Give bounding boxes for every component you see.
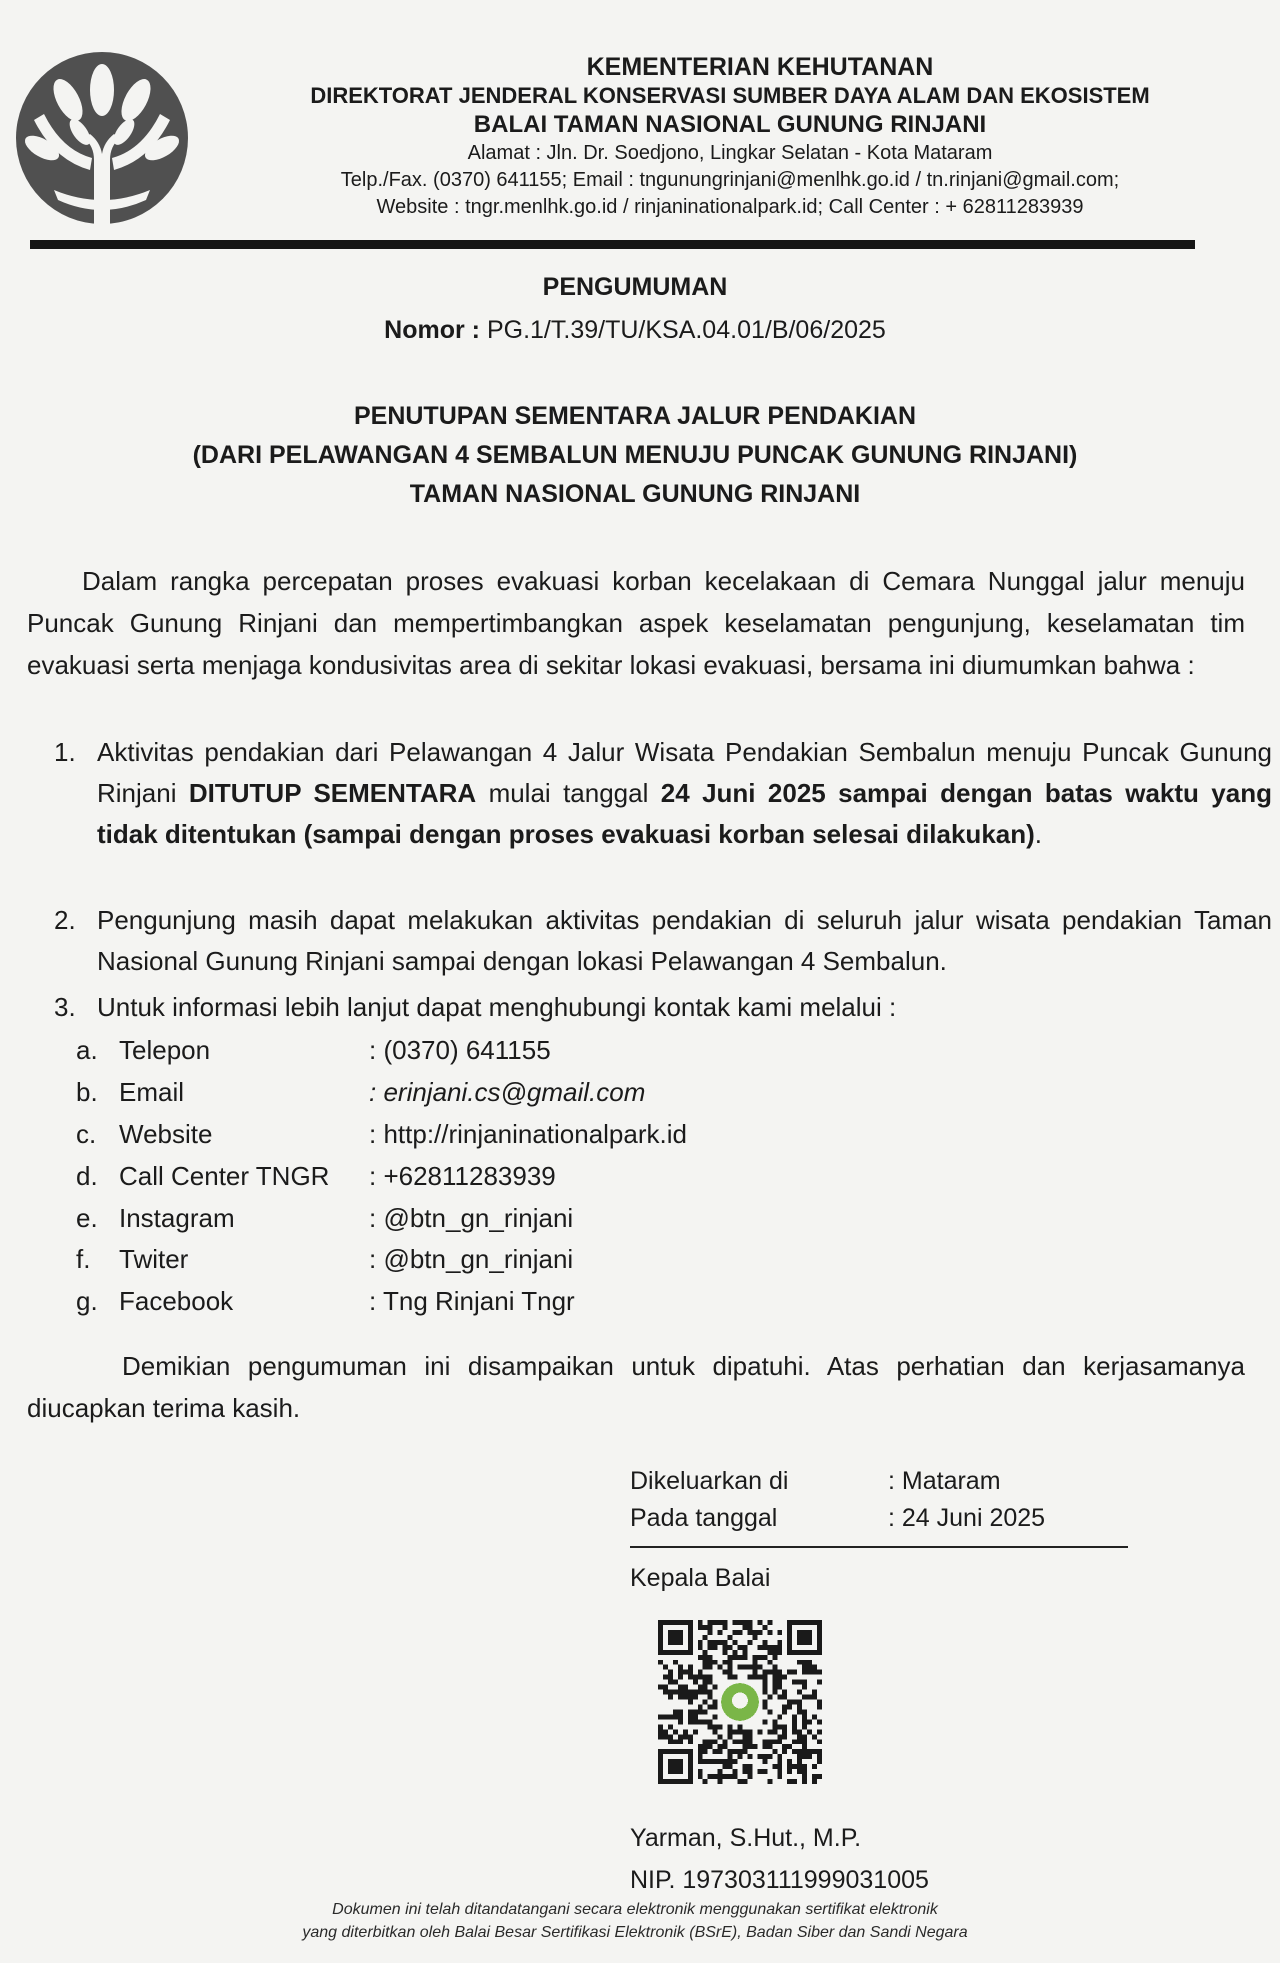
qr-code-signature-icon bbox=[658, 1620, 822, 1784]
contact-label: Website bbox=[119, 1118, 213, 1149]
letterhead bbox=[220, 52, 1240, 221]
signer-position: Kepala Balai bbox=[630, 1564, 771, 1592]
list-item-text bbox=[97, 732, 1272, 855]
office-name: BALAI TAMAN NASIONAL GUNUNG RINJANI bbox=[473, 111, 987, 138]
issued-date-value: : 24 Juni 2025 bbox=[888, 1504, 1046, 1532]
contact-key: b. bbox=[76, 1077, 98, 1108]
contact-value: : @btn_gn_rinjani bbox=[369, 1202, 574, 1233]
item1-text-part3: . bbox=[1034, 819, 1043, 849]
list-item bbox=[54, 732, 1272, 855]
office-address: Alamat : Jln. Dr. Soedjono, Lingkar Selatan - Kota Mataram bbox=[467, 142, 993, 164]
contact-label: Telepon bbox=[119, 1035, 211, 1066]
footer-line-2: yang diterbitkan oleh Balai Besar Sertifikasi Elektronik (BSrE), Badan Siber dan Sandi Negara bbox=[302, 1924, 968, 1941]
contact-row-twitter bbox=[76, 1239, 687, 1281]
contact-row-facebook bbox=[76, 1281, 687, 1323]
contact-label: Twiter bbox=[119, 1244, 189, 1275]
contact-label: Instagram bbox=[119, 1202, 235, 1233]
issued-place-row bbox=[630, 1463, 1045, 1500]
contact-key: c. bbox=[76, 1118, 97, 1149]
document-subject bbox=[0, 397, 1270, 514]
item1-text-part1: Aktivitas pendakian dari Pelawangan 4 Jalur Wisata Pendakian Sembalun menuju Puncak Gunung Rinjani bbox=[97, 737, 1272, 808]
contact-key: d. bbox=[76, 1160, 98, 1191]
issued-date-label: Pada tanggal bbox=[630, 1504, 778, 1532]
intro-paragraph: Dalam rangka percepatan proses evakuasi korban kecelakaan di Cemara Nunggal jalur menuju Puncak Gunung Rinjani dan mempertimbangkan aspek keselamatan pengunjung, keselamatan tim evakuasi serta menjaga kondusivitas area di sekitar lokasi evakuasi, bersama ini diumumkan bahwa : bbox=[27, 566, 1245, 680]
issued-place-value: : Mataram bbox=[888, 1467, 1001, 1495]
contact-key: a. bbox=[76, 1035, 98, 1066]
contact-key: f. bbox=[76, 1244, 91, 1275]
item1-text-part2: mulai tanggal bbox=[476, 778, 661, 808]
list-item bbox=[54, 900, 1272, 982]
contact-label: Facebook bbox=[119, 1286, 234, 1317]
subject-line-3: TAMAN NASIONAL GUNUNG RINJANI bbox=[409, 480, 861, 508]
contact-value: : http://rinjaninationalpark.id bbox=[369, 1118, 687, 1149]
contact-row-website bbox=[76, 1114, 687, 1156]
issued-date-row bbox=[630, 1500, 1045, 1537]
contact-row-instagram bbox=[76, 1197, 687, 1239]
document-number-value: PG.1/T.39/TU/KSA.04.01/B/06/2025 bbox=[486, 316, 886, 344]
ministry-name: KEMENTERIAN KEHUTANAN bbox=[586, 53, 934, 81]
signer-name: Yarman, S.Hut., M.P. bbox=[630, 1824, 862, 1852]
ministry-tree-logo-icon bbox=[14, 50, 190, 226]
document-number-label: Nomor : bbox=[384, 316, 480, 344]
signer-nip: NIP. 197303111999031005 bbox=[630, 1866, 929, 1894]
contact-row-telepon bbox=[76, 1030, 687, 1072]
document-number bbox=[0, 316, 1270, 345]
contact-value: : Tng Rinjani Tngr bbox=[369, 1286, 575, 1317]
office-website: Website : tngr.menlhk.go.id / rinjaninationalpark.id; Call Center : + 62811283939 bbox=[376, 196, 1084, 218]
contact-value: : +62811283939 bbox=[369, 1160, 556, 1191]
issuance-block bbox=[630, 1463, 1045, 1537]
document-title: PENGUMUMAN bbox=[542, 273, 728, 301]
list-item-number: 3. bbox=[54, 992, 76, 1022]
item1-closure-notice: DITUTUP SEMENTARA bbox=[188, 778, 477, 808]
contact-label: Email bbox=[119, 1077, 185, 1108]
subject-line-1: PENUTUPAN SEMENTARA JALUR PENDAKIAN bbox=[353, 402, 917, 430]
contact-value: : @btn_gn_rinjani bbox=[369, 1244, 574, 1275]
contact-value: : (0370) 641155 bbox=[369, 1035, 551, 1066]
contact-key: g. bbox=[76, 1286, 98, 1317]
letterhead-divider bbox=[30, 240, 1195, 249]
footer-line-1: Dokumen ini telah ditandatangani secara elektronik menggunakan sertifikat elektronik bbox=[332, 1901, 938, 1918]
list-item-text: Untuk informasi lebih lanjut dapat menghubungi kontak kami melalui : bbox=[97, 992, 897, 1022]
list-item bbox=[54, 987, 1272, 1028]
e-signature-footer bbox=[0, 1898, 1270, 1944]
directorate-name: DIREKTORAT JENDERAL KONSERVASI SUMBER DAYA ALAM DAN EKOSISTEM bbox=[310, 83, 1150, 108]
list-item-text: Pengunjung masih dapat melakukan aktivitas pendakian di seluruh jalur wisata pendakian Taman Nasional Gunung Rinjani sampai dengan lokasi Pelawangan 4 Sembalun. bbox=[97, 905, 1272, 976]
signer-block bbox=[630, 1817, 929, 1901]
contact-row-call-center bbox=[76, 1155, 687, 1197]
contact-list bbox=[76, 1030, 687, 1323]
contact-label: Call Center TNGR bbox=[119, 1160, 330, 1191]
subject-line-2: (DARI PELAWANGAN 4 SEMBALUN MENUJU PUNCAK GUNUNG RINJANI) bbox=[192, 441, 1078, 469]
issued-place-label: Dikeluarkan di bbox=[630, 1467, 789, 1495]
contact-key: e. bbox=[76, 1202, 98, 1233]
list-item-number: 2. bbox=[54, 905, 76, 935]
office-contact: Telp./Fax. (0370) 641155; Email : tngunungrinjani@menlhk.go.id / tn.rinjani@gmail.com; bbox=[340, 169, 1120, 191]
contact-value: : erinjani.cs@gmail.com bbox=[369, 1077, 646, 1108]
item1-closure-period: 24 Juni 2025 sampai dengan batas waktu yang tidak ditentukan (sampai dengan proses evakuasi korban selesai dilakukan) bbox=[97, 778, 1272, 849]
contact-row-email bbox=[76, 1072, 687, 1114]
issuance-divider bbox=[630, 1546, 1128, 1548]
list-item-number: 1. bbox=[54, 737, 76, 767]
closing-paragraph: Demikian pengumuman ini disampaikan untuk dipatuhi. Atas perhatian dan kerjasamanya diucapkan terima kasih. bbox=[27, 1351, 1245, 1423]
